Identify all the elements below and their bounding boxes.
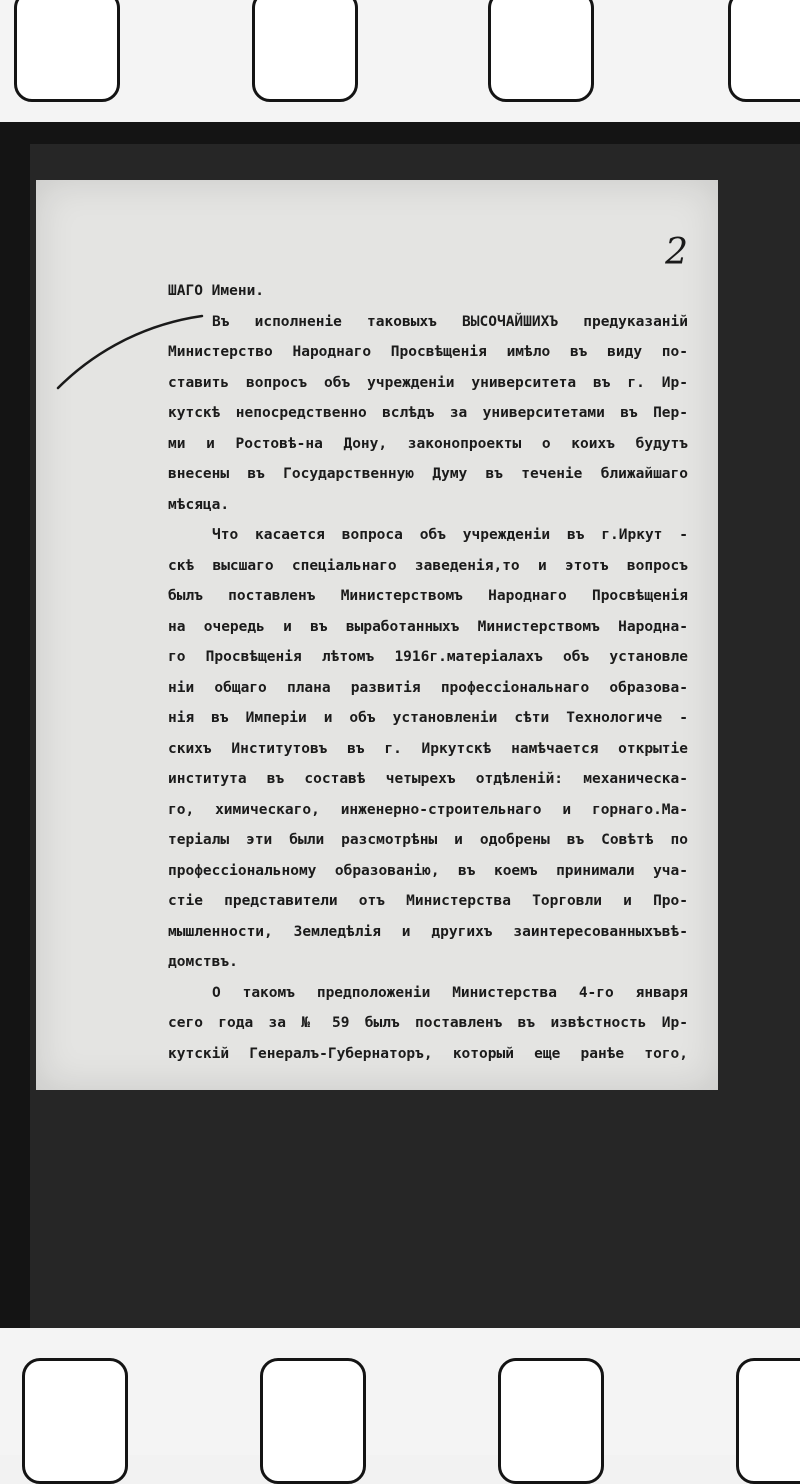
text-line: теріалы эти были разсмотрѣны и одобрены въ Совѣтѣ по [168, 832, 688, 848]
perforation-hole [488, 0, 594, 102]
text-line: Въ исполненіе таковыхъ ВЫСОЧАЙШИХЪ предуказаній [212, 313, 688, 330]
text-line: сего года за № 59 былъ поставленъ въ извѣстность Ир- [168, 1015, 688, 1031]
text-line: ніи общаго плана развитія профессіональнаго образова- [168, 679, 688, 696]
text-line: мышленности, Земледѣлія и другихъ заинтересованныхъвѣ- [168, 923, 688, 940]
document-body [168, 276, 688, 1069]
text-line: го Просвѣщенія лѣтомъ 1916г.матеріалахъ объ установле [168, 649, 688, 665]
text-line: стіе представители отъ Министерства Торговли и Про- [168, 893, 688, 909]
perforation-hole [736, 1358, 800, 1484]
text-line: на очередь и въ выработанныхъ Министерствомъ Народна- [168, 618, 688, 635]
film-perforation-strip-top [0, 0, 800, 120]
perforation-hole [22, 1358, 128, 1484]
text-line: скѣ высшаго спеціальнаго заведенія,то и этотъ вопросъ [168, 557, 688, 574]
text-line: внесены въ Государственную Думу въ теченіе ближайшаго [168, 466, 688, 482]
film-perforation-strip-bottom [0, 1330, 800, 1455]
text-line: кутскѣ непосредственно вслѣдъ за университетами въ Пер- [168, 405, 688, 421]
text-line: института въ составѣ четырехъ отдѣленій: механическа- [168, 771, 688, 787]
perforation-hole [498, 1358, 604, 1484]
handwritten-margin-stroke [56, 310, 206, 400]
text-line: былъ поставленъ Министерствомъ Народнаго Просвѣщенія [168, 588, 688, 604]
text-line: кутскій Генералъ-Губернаторъ, который еще ранѣе того, [168, 1045, 688, 1062]
perforation-hole [14, 0, 120, 102]
text-line: домствъ. [168, 954, 238, 970]
text-line: ШАГО Имени. [168, 283, 265, 299]
text-line: О такомъ предположеніи Министерства 4-го января [212, 984, 688, 1001]
text-line: профессіональному образованію, въ коемъ принимали уча- [168, 862, 688, 879]
text-line: Что касается вопроса объ учрежденіи въ г.Иркут - [212, 527, 688, 543]
page-number: 2 [665, 232, 688, 273]
perforation-hole [728, 0, 800, 102]
text-line: го, химическаго, инженерно-строительнаго и горнаго.Ма- [168, 801, 688, 818]
text-line: скихъ Институтовъ въ г. Иркутскѣ намѣчается открытіе [168, 740, 688, 757]
text-line: ми и Ростовѣ-на Дону, законопроекты о коихъ будутъ [168, 435, 688, 452]
perforation-hole [260, 1358, 366, 1484]
perforation-hole [252, 0, 358, 102]
text-line: ставить вопросъ объ учрежденіи университета въ г. Ир- [168, 374, 688, 391]
text-line: Министерство Народнаго Просвѣщенія имѣло въ виду по- [168, 344, 688, 360]
text-line: нія въ Имперіи и объ установленіи сѣти Технологиче - [168, 710, 688, 726]
text-line: мѣсяца. [168, 496, 230, 513]
